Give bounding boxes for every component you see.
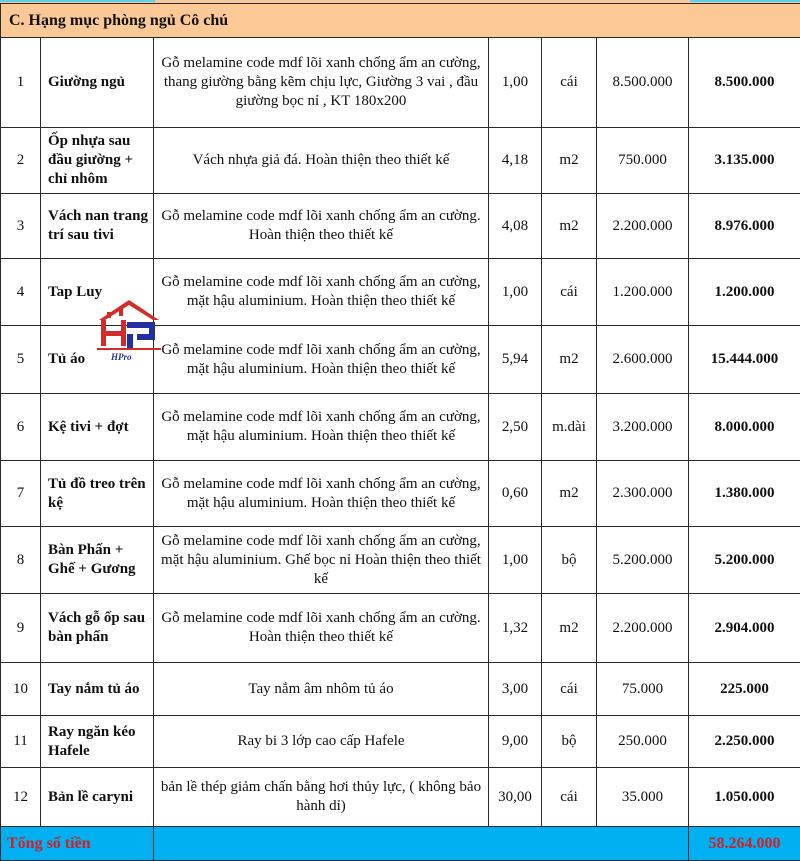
item-description: Gỗ melamine code mdf lõi xanh chống ẩm an cường, mặt hậu aluminium. Hoàn thiện theo thiết kế (154, 326, 489, 394)
summary-value: 58.264.000 (689, 827, 800, 861)
item-total: 2.250.000 (689, 716, 800, 768)
item-total: 225.000 (689, 663, 800, 716)
item-quantity: 1,00 (489, 38, 542, 128)
item-unit: cái (542, 663, 597, 716)
item-unit: cái (542, 768, 597, 827)
item-description: Gỗ melamine code mdf lõi xanh chống ẩm an cường, mặt hậu aluminium. Hoàn thiện theo thiết kế (154, 461, 489, 527)
item-unit: m2 (542, 461, 597, 527)
item-unit-price: 2.600.000 (597, 326, 689, 394)
item-quantity: 2,50 (489, 394, 542, 461)
item-total: 8.000.000 (689, 394, 800, 461)
item-unit: m2 (542, 594, 597, 663)
item-unit-price: 2.200.000 (597, 594, 689, 663)
item-description: bản lề thép giảm chấn bằng hơi thủy lực, ( không bảo hành dỉ) (154, 768, 489, 827)
item-unit-price: 2.200.000 (597, 194, 689, 259)
item-unit: m.dài (542, 394, 597, 461)
item-description: Gỗ melamine code mdf lõi xanh chống ẩm an cường, mặt hậu aluminium. Hoàn thiện theo thiết kế (154, 394, 489, 461)
item-quantity: 1,00 (489, 527, 542, 594)
item-name: Tủ đồ treo trên kệ (41, 461, 154, 527)
item-name: Tap Luy (41, 259, 154, 326)
row-number: 2 (1, 128, 41, 194)
item-unit-price: 250.000 (597, 716, 689, 768)
item-quantity: 1,00 (489, 259, 542, 326)
item-quantity: 4,08 (489, 194, 542, 259)
item-quantity: 30,00 (489, 768, 542, 827)
item-unit-price: 750.000 (597, 128, 689, 194)
item-name: Bản lề caryni (41, 768, 154, 827)
table-row (1, 527, 800, 594)
item-description: Gỗ melamine code mdf lõi xanh chống ẩm an cường. Hoàn thiện theo thiết kế (154, 194, 489, 259)
row-number: 4 (1, 259, 41, 326)
table-row (1, 663, 800, 716)
item-unit: m2 (542, 326, 597, 394)
item-description: Gỗ melamine code mdf lõi xanh chống ẩm an cường, mặt hậu aluminium. Hoàn thiện theo thiết kế (154, 259, 489, 326)
table-row (1, 394, 800, 461)
cell-selection-edge-right (690, 0, 800, 2)
item-total: 3.135.000 (689, 128, 800, 194)
item-unit: cái (542, 259, 597, 326)
quote-table (0, 3, 800, 861)
item-unit: m2 (542, 128, 597, 194)
item-name: Tay nắm tủ áo (41, 663, 154, 716)
item-unit-price: 75.000 (597, 663, 689, 716)
row-number: 8 (1, 527, 41, 594)
row-number: 5 (1, 326, 41, 394)
row-number: 10 (1, 663, 41, 716)
item-description: Ray bi 3 lớp cao cấp Hafele (154, 716, 489, 768)
item-description: Vách nhựa giả đá. Hoàn thiện theo thiết kế (154, 128, 489, 194)
item-unit-price: 2.300.000 (597, 461, 689, 527)
summary-spacer (154, 827, 689, 861)
table-row (1, 461, 800, 527)
item-description: Gỗ melamine code mdf lõi xanh chống ẩm an cường, mặt hậu aluminium. Ghế bọc nỉ Hoàn thiện theo thiết kế (154, 527, 489, 594)
row-number: 3 (1, 194, 41, 259)
item-unit: bộ (542, 716, 597, 768)
row-number: 12 (1, 768, 41, 827)
item-total: 1.380.000 (689, 461, 800, 527)
item-name: Tủ áo (41, 326, 154, 394)
item-description: Tay nắm âm nhôm tủ áo (154, 663, 489, 716)
item-unit: cái (542, 38, 597, 128)
item-total: 8.500.000 (689, 38, 800, 128)
item-quantity: 5,94 (489, 326, 542, 394)
item-total: 2.904.000 (689, 594, 800, 663)
table-row (1, 768, 800, 827)
summary-row (1, 827, 800, 861)
item-unit: m2 (542, 194, 597, 259)
table-row (1, 38, 800, 128)
table-row (1, 716, 800, 768)
item-name: Bàn Phấn + Ghế + Gương (41, 527, 154, 594)
section-title: C. Hạng mục phòng ngủ Cô chú (1, 4, 800, 38)
item-name: Ray ngăn kéo Hafele (41, 716, 154, 768)
house-logo-icon (97, 298, 161, 362)
item-unit-price: 3.200.000 (597, 394, 689, 461)
item-name: Vách nan trang trí sau tivi (41, 194, 154, 259)
row-number: 6 (1, 394, 41, 461)
item-quantity: 1,32 (489, 594, 542, 663)
row-number: 11 (1, 716, 41, 768)
row-number: 9 (1, 594, 41, 663)
cell-selection-edge (0, 0, 155, 2)
item-unit: bộ (542, 527, 597, 594)
item-total: 1.200.000 (689, 259, 800, 326)
item-name: Ốp nhựa sau đầu giường + chỉ nhôm (41, 128, 154, 194)
item-quantity: 4,18 (489, 128, 542, 194)
item-total: 8.976.000 (689, 194, 800, 259)
item-unit-price: 8.500.000 (597, 38, 689, 128)
item-total: 15.444.000 (689, 326, 800, 394)
table-row (1, 594, 800, 663)
row-number: 1 (1, 38, 41, 128)
item-unit-price: 35.000 (597, 768, 689, 827)
item-unit-price: 5.200.000 (597, 527, 689, 594)
item-unit-price: 1.200.000 (597, 259, 689, 326)
item-quantity: 9,00 (489, 716, 542, 768)
section-header-row (1, 4, 800, 38)
item-description: Gỗ melamine code mdf lõi xanh chống ẩm an cường, thang giường bằng kẽm chịu lực, Giường 3 vai , đầu giường bọc nỉ , KT 180x200 (154, 38, 489, 128)
row-number: 7 (1, 461, 41, 527)
item-description: Gỗ melamine code mdf lõi xanh chống ẩm an cường. Hoàn thiện theo thiết kế (154, 594, 489, 663)
table-row (1, 128, 800, 194)
table-row (1, 194, 800, 259)
item-name: Vách gỗ ốp sau bàn phấn (41, 594, 154, 663)
item-name: Giường ngủ (41, 38, 154, 128)
item-name: Kệ tivi + đợt (41, 394, 154, 461)
item-total: 5.200.000 (689, 527, 800, 594)
item-quantity: 0,60 (489, 461, 542, 527)
svg-text:HPro: HPro (111, 352, 132, 362)
summary-label: Tổng số tiền (1, 827, 154, 861)
item-total: 1.050.000 (689, 768, 800, 827)
item-quantity: 3,00 (489, 663, 542, 716)
